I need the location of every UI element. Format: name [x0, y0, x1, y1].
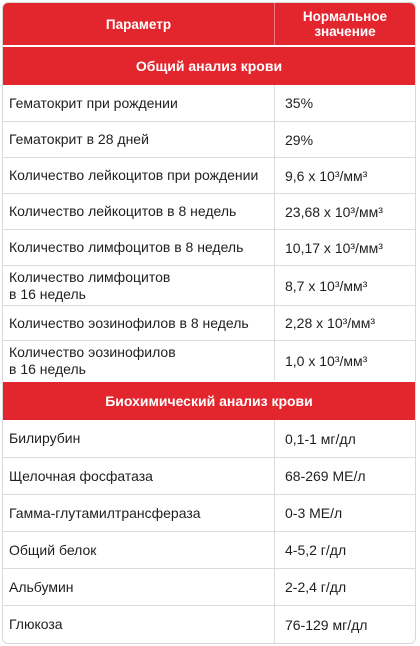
row-parameter: [3, 341, 275, 380]
row-value: 1,0 x 10³/мм³: [285, 352, 368, 369]
row-parameter: Гематокрит в 28 дней: [3, 122, 275, 157]
table-row: [3, 121, 415, 157]
table-row: [3, 305, 415, 340]
table-header: [3, 3, 415, 45]
table-row: [3, 494, 415, 531]
row-value: 2-2,4 г/дл: [285, 579, 347, 595]
header-parameter: Параметр: [3, 3, 275, 45]
table-row: [3, 265, 415, 305]
table-row: [3, 531, 415, 568]
row-value: 29%: [285, 131, 314, 148]
header-normal-value-line1: Нормальное: [302, 9, 388, 24]
row-value: 0,1-1 мг/дл: [285, 430, 356, 447]
row-value: 76-129 мг/дл: [285, 616, 368, 633]
table-row: [3, 457, 415, 494]
table-row: [3, 568, 415, 605]
table-row: [3, 157, 415, 193]
row-value: 9,6 x 10³/мм³: [285, 167, 368, 184]
row-parameter-line1: Количество эозинофилов: [9, 343, 176, 360]
header-normal-value: [275, 3, 415, 45]
reference-table: [2, 2, 416, 644]
row-parameter: Количество лейкоцитов в 8 недель: [3, 194, 275, 229]
row-parameter: Количество лимфоцитов в 8 недель: [3, 230, 275, 265]
table-row: [3, 193, 415, 229]
section-title-biochemistry: Биохимический анализ крови: [3, 382, 415, 420]
table-row: [3, 85, 415, 121]
row-parameter: Гематокрит при рождении: [3, 85, 275, 121]
row-value: 10,17 x 10³/мм³: [285, 239, 383, 256]
row-value: 2,28 x 10³/мм³: [285, 315, 376, 331]
row-parameter: Билирубин: [3, 420, 275, 457]
row-parameter-line1: Количество лимфоцитов: [9, 268, 171, 285]
row-parameter: [3, 266, 275, 305]
row-parameter-line2: в 16 недель: [9, 285, 86, 302]
row-value: 68-269 МЕ/л: [285, 468, 366, 484]
table-row: [3, 420, 415, 457]
row-value: 0-3 МЕ/л: [285, 505, 343, 521]
row-value: 23,68 x 10³/мм³: [285, 203, 383, 220]
row-parameter: Щелочная фосфатаза: [3, 458, 275, 494]
row-value: 4-5,2 г/дл: [285, 542, 347, 558]
row-parameter: Глюкоза: [3, 606, 275, 643]
row-parameter: Гамма-глутамилтрансфераза: [3, 495, 275, 531]
section-title-cbc: Общий анализ крови: [3, 47, 415, 85]
row-parameter: Альбумин: [3, 569, 275, 605]
row-parameter-line2: в 16 недель: [9, 360, 86, 377]
header-normal-value-line2: значение: [314, 24, 376, 39]
row-parameter: Общий белок: [3, 532, 275, 568]
row-parameter: Количество лейкоцитов при рождении: [3, 158, 275, 193]
row-parameter: Количество эозинофилов в 8 недель: [3, 306, 275, 340]
table-row: [3, 229, 415, 265]
row-value: 35%: [285, 95, 314, 111]
row-value: 8,7 x 10³/мм³: [285, 277, 368, 294]
table-row: [3, 605, 415, 643]
table-row: [3, 340, 415, 380]
